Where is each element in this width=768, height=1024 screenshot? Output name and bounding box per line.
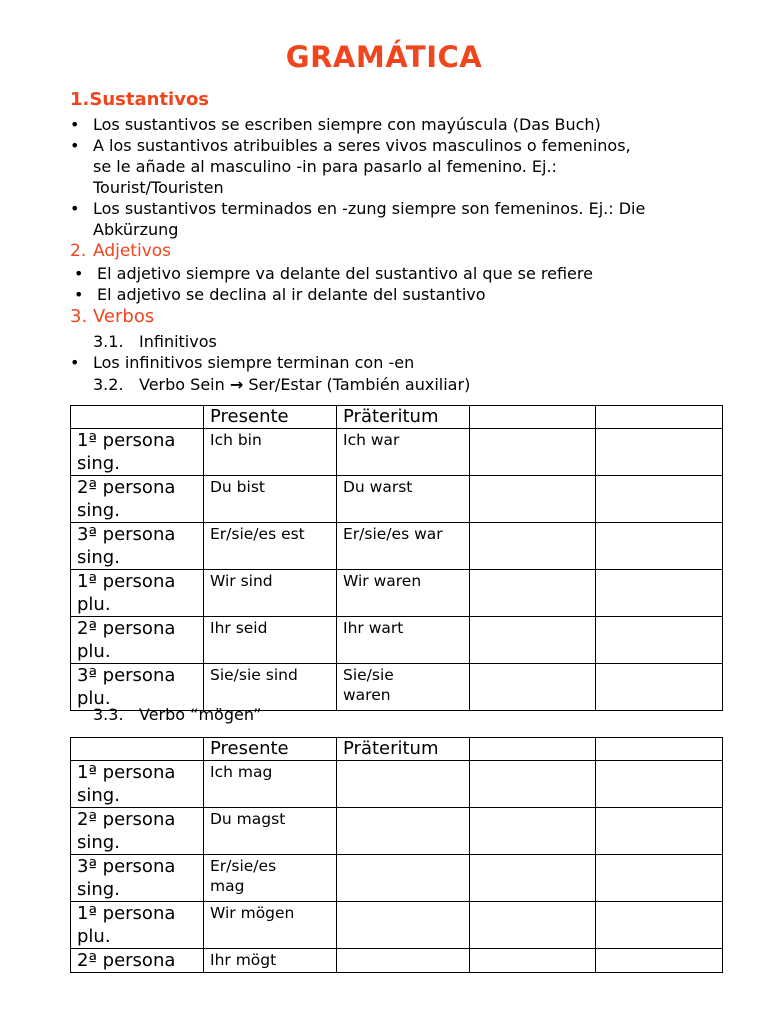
subsection-number: 3.3. xyxy=(93,705,124,724)
subsection-infinitivos xyxy=(93,331,217,352)
table-header-cell: Presente xyxy=(204,406,337,429)
presente-cell: Er/sie/es est xyxy=(204,523,337,570)
conjugation-table-sein xyxy=(70,405,723,711)
empty-cell xyxy=(470,808,596,855)
bullet-icon: • xyxy=(70,199,80,218)
table-header-cell xyxy=(470,406,596,429)
table-row xyxy=(71,570,723,617)
empty-cell xyxy=(596,949,723,973)
presente-cell: Du bist xyxy=(204,476,337,523)
empty-cell xyxy=(470,664,596,711)
empty-cell xyxy=(470,761,596,808)
list-item-continuation: Abkürzung xyxy=(93,220,179,239)
person-cell: 3ª persona plu. xyxy=(71,664,204,711)
list-item: • A los sustantivos atribuibles a seres vivos masculinos o femeninos, xyxy=(70,136,631,155)
empty-cell xyxy=(337,808,470,855)
list-item: • El adjetivo siempre va delante del sustantivo al que se refiere xyxy=(74,264,593,283)
person-cell: 1ª persona plu. xyxy=(71,902,204,949)
bullet-icon: • xyxy=(70,136,80,155)
table-row xyxy=(71,902,723,949)
table-row xyxy=(71,429,723,476)
person-cell: 3ª persona sing. xyxy=(71,855,204,902)
list-item: • Los sustantivos se escriben siempre con mayúscula (Das Buch) xyxy=(70,115,601,134)
subsection-number: 3.2. xyxy=(93,375,124,394)
table-header-cell xyxy=(470,738,596,761)
list-item: • Los sustantivos terminados en -zung siempre son femeninos. Ej.: Die xyxy=(70,199,646,218)
section-number: 1. xyxy=(70,89,90,110)
empty-cell xyxy=(470,902,596,949)
table-header-cell xyxy=(596,738,723,761)
person-cell: 1ª persona plu. xyxy=(71,570,204,617)
person-cell: 2ª persona sing. xyxy=(71,808,204,855)
section-label: Verbos xyxy=(93,306,155,327)
empty-cell xyxy=(596,476,723,523)
page-title: GRAMÁTICA xyxy=(285,40,483,74)
table-header-cell xyxy=(71,738,204,761)
sustantivos-bullet-list xyxy=(70,114,750,240)
person-cell: 2ª persona sing. xyxy=(71,476,204,523)
list-item-continuation: se le añade al masculino -in para pasarlo al femenino. Ej.: xyxy=(93,157,557,176)
table-header-cell xyxy=(596,406,723,429)
table-header-cell xyxy=(71,406,204,429)
presente-cell: Ich mag xyxy=(204,761,337,808)
empty-cell xyxy=(596,902,723,949)
list-item: • El adjetivo se declina al ir delante del sustantivo xyxy=(74,285,486,304)
praeteritum-cell: Wir waren xyxy=(337,570,470,617)
presente-cell: Ihr mögt xyxy=(204,949,337,973)
table-row xyxy=(71,476,723,523)
bullet-icon: • xyxy=(70,115,80,134)
list-item: • Los infinitivos siempre terminan con -en xyxy=(70,353,415,372)
list-item-continuation: Tourist/Touristen xyxy=(93,178,224,197)
empty-cell xyxy=(596,523,723,570)
empty-cell xyxy=(596,761,723,808)
section-heading-adjetivos xyxy=(70,241,171,261)
empty-cell xyxy=(596,808,723,855)
table-row xyxy=(71,808,723,855)
table-header-row xyxy=(71,738,723,761)
table-row xyxy=(71,523,723,570)
praeteritum-cell: Sie/sie waren xyxy=(337,664,470,711)
empty-cell xyxy=(337,949,470,973)
table-row xyxy=(71,617,723,664)
empty-cell xyxy=(470,570,596,617)
table-row xyxy=(71,949,723,973)
table-header-row xyxy=(71,406,723,429)
bullet-icon: • xyxy=(74,264,84,283)
praeteritum-cell: Ich war xyxy=(337,429,470,476)
subsection-label-before: Verbo Sein xyxy=(139,375,225,394)
table-header-cell: Präteritum xyxy=(337,738,470,761)
bullet-icon: • xyxy=(70,353,80,372)
subsection-verbo-sein xyxy=(93,374,470,395)
empty-cell xyxy=(596,855,723,902)
person-cell: 2ª persona xyxy=(71,949,204,973)
empty-cell xyxy=(470,855,596,902)
table-row xyxy=(71,855,723,902)
presente-cell: Du magst xyxy=(204,808,337,855)
empty-cell xyxy=(470,617,596,664)
empty-cell xyxy=(470,429,596,476)
presente-cell: Wir mögen xyxy=(204,902,337,949)
bullet-icon: • xyxy=(74,285,84,304)
subsection-verbo-moegen xyxy=(93,704,261,725)
section-heading-verbos xyxy=(70,306,154,327)
subsection-label: Verbo “mögen” xyxy=(139,705,262,724)
presente-cell: Sie/sie sind xyxy=(204,664,337,711)
section-number: 2. xyxy=(70,241,87,261)
section-number: 3. xyxy=(70,306,88,327)
empty-cell xyxy=(470,523,596,570)
infinitivos-bullet-list xyxy=(70,352,750,373)
presente-cell: Wir sind xyxy=(204,570,337,617)
person-cell: 1ª persona sing. xyxy=(71,761,204,808)
table-header-cell: Präteritum xyxy=(337,406,470,429)
empty-cell xyxy=(596,429,723,476)
subsection-label-after: Ser/Estar (También auxiliar) xyxy=(248,375,471,394)
empty-cell xyxy=(337,761,470,808)
person-cell: 3ª persona sing. xyxy=(71,523,204,570)
presente-cell: Ihr seid xyxy=(204,617,337,664)
arrow-right-icon: → xyxy=(229,375,244,394)
subsection-label: Infinitivos xyxy=(139,332,217,351)
adjetivos-bullet-list xyxy=(74,263,754,305)
section-heading-sustantivos xyxy=(70,89,209,110)
presente-cell: Ich bin xyxy=(204,429,337,476)
empty-cell xyxy=(337,855,470,902)
empty-cell xyxy=(470,949,596,973)
conjugation-table-moegen xyxy=(70,737,723,973)
person-cell: 1ª persona sing. xyxy=(71,429,204,476)
empty-cell xyxy=(596,617,723,664)
table-row xyxy=(71,761,723,808)
empty-cell xyxy=(337,902,470,949)
empty-cell xyxy=(596,570,723,617)
subsection-number: 3.1. xyxy=(93,332,124,351)
praeteritum-cell: Er/sie/es war xyxy=(337,523,470,570)
section-label: Adjetivos xyxy=(93,241,172,261)
empty-cell xyxy=(596,664,723,711)
presente-cell: Er/sie/es mag xyxy=(204,855,337,902)
praeteritum-cell: Ihr wart xyxy=(337,617,470,664)
table-header-cell: Presente xyxy=(204,738,337,761)
empty-cell xyxy=(470,476,596,523)
person-cell: 2ª persona plu. xyxy=(71,617,204,664)
section-label: Sustantivos xyxy=(89,89,210,110)
praeteritum-cell: Du warst xyxy=(337,476,470,523)
